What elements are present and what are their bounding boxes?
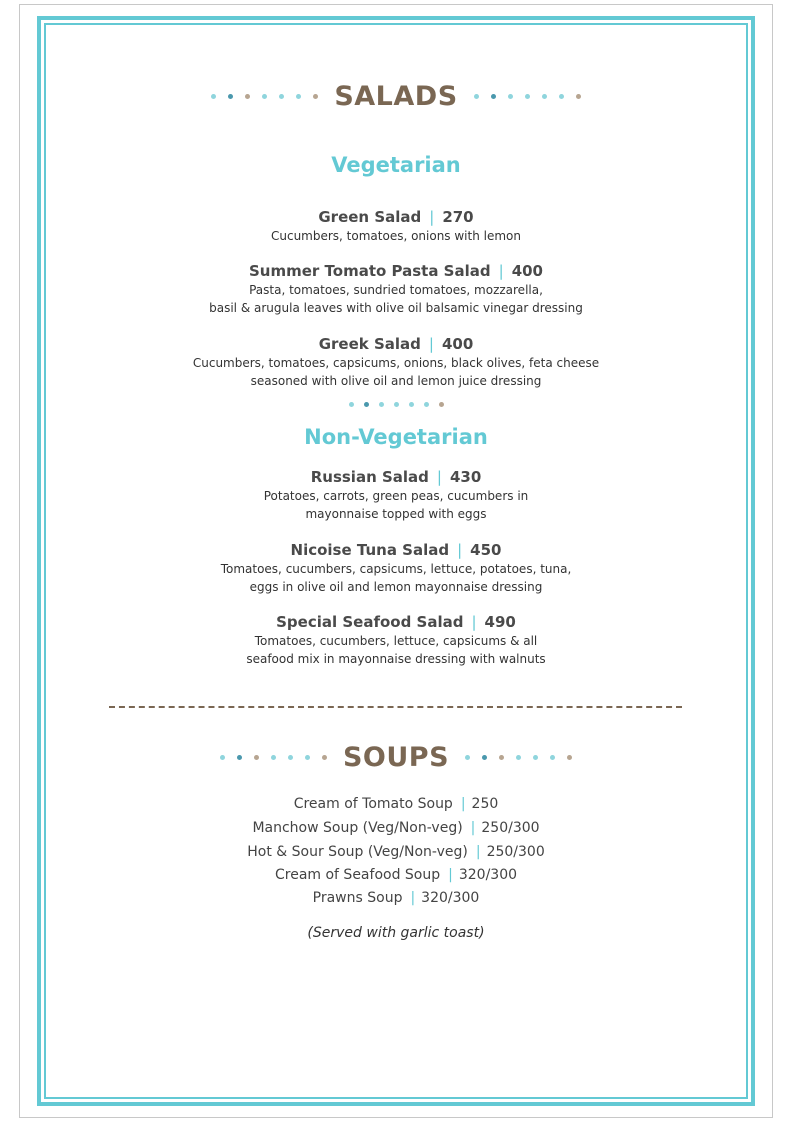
menu-item: Green Salad | 270 Cucumbers, tomatoes, onions with lemon bbox=[44, 207, 748, 245]
menu-item: Russian Salad | 430 Potatoes, carrots, green peas, cucumbers in mayonnaise topped with eggs bbox=[44, 467, 748, 523]
item-name: Green Salad bbox=[318, 208, 422, 226]
item-name: Nicoise Tuna Salad bbox=[290, 541, 450, 559]
soup-name: Cream of Seafood Soup bbox=[274, 867, 441, 883]
item-price: 400 bbox=[511, 262, 543, 280]
soup-item: Cream of Seafood Soup | 320/300 bbox=[274, 867, 518, 883]
item-description: basil & arugula leaves with olive oil balsamic vinegar dressing bbox=[209, 301, 583, 315]
soup-price: 320/300 bbox=[421, 890, 480, 906]
item-description: Tomatoes, cucumbers, lettuce, capsicums & all bbox=[254, 634, 538, 648]
item-price: 400 bbox=[441, 335, 474, 353]
menu-content bbox=[44, 23, 748, 1099]
item-description: Pasta, tomatoes, sundried tomatoes, mozzarella, bbox=[249, 283, 543, 297]
soup-price: 250/300 bbox=[481, 820, 540, 836]
item-description: eggs in olive oil and lemon mayonnaise dressing bbox=[249, 580, 543, 594]
soup-note: (Served with garlic toast) bbox=[307, 925, 485, 941]
soups-title: SOUPS bbox=[342, 742, 450, 773]
item-price: 430 bbox=[449, 468, 482, 486]
salads-heading bbox=[44, 81, 748, 112]
right-dots-decoration bbox=[459, 755, 578, 760]
item-description: Cucumbers, tomatoes, onions with lemon bbox=[270, 229, 521, 243]
dashed-divider bbox=[109, 706, 682, 708]
left-dots-decoration bbox=[214, 755, 333, 760]
soup-item: Cream of Tomato Soup | 250 bbox=[293, 796, 499, 812]
menu-item: Nicoise Tuna Salad | 450 Tomatoes, cucumbers, capsicums, lettuce, potatoes, tuna, eggs in olive oil and lemon mayonnaise dressing bbox=[44, 540, 748, 596]
item-name: Greek Salad bbox=[318, 335, 421, 353]
soup-price: 250 bbox=[471, 796, 499, 812]
item-description: Potatoes, carrots, green peas, cucumbers in bbox=[263, 489, 529, 503]
left-dots-decoration bbox=[205, 94, 324, 99]
menu-item: Summer Tomato Pasta Salad | 400 Pasta, tomatoes, sundried tomatoes, mozzarella, basil & arugula leaves with olive oil balsamic vinegar dressing bbox=[44, 261, 748, 317]
item-price: 450 bbox=[470, 541, 502, 559]
right-dots-decoration bbox=[468, 94, 587, 99]
soup-name: Prawns Soup bbox=[312, 890, 403, 906]
item-description: seasoned with olive oil and lemon juice dressing bbox=[250, 374, 542, 388]
soup-name: Manchow Soup (Veg/Non-veg) bbox=[252, 820, 463, 836]
soup-item: Manchow Soup (Veg/Non-veg) | 250/300 bbox=[252, 820, 540, 836]
menu-item: Greek Salad | 400 Cucumbers, tomatoes, capsicums, onions, black olives, feta cheese seasoned with olive oil and lemon juice dressing bbox=[44, 334, 748, 390]
item-name: Special Seafood Salad bbox=[276, 613, 464, 631]
soup-name: Cream of Tomato Soup bbox=[293, 796, 453, 812]
soup-price: 320/300 bbox=[458, 867, 518, 883]
soup-name: Hot & Sour Soup (Veg/Non-veg) bbox=[247, 844, 468, 860]
item-name: Russian Salad bbox=[310, 468, 429, 486]
soup-item: Hot & Sour Soup (Veg/Non-veg) | 250/300 bbox=[247, 844, 545, 860]
salads-title: SALADS bbox=[334, 81, 458, 112]
item-price: 490 bbox=[484, 613, 516, 631]
soups-heading bbox=[44, 742, 748, 773]
category-vegetarian: Vegetarian bbox=[331, 153, 461, 177]
soup-item: Prawns Soup | 320/300 bbox=[312, 890, 480, 906]
item-description: Cucumbers, tomatoes, capsicums, onions, black olives, feta cheese bbox=[192, 356, 600, 370]
menu-item: Special Seafood Salad | 490 Tomatoes, cucumbers, lettuce, capsicums & all seafood mix in mayonnaise dressing with walnuts bbox=[44, 612, 748, 668]
item-description: mayonnaise topped with eggs bbox=[305, 507, 487, 521]
item-name: Summer Tomato Pasta Salad bbox=[249, 262, 491, 280]
category-non-vegetarian: Non-Vegetarian bbox=[304, 425, 488, 449]
soup-price: 250/300 bbox=[486, 844, 545, 860]
item-description: Tomatoes, cucumbers, capsicums, lettuce, potatoes, tuna, bbox=[220, 562, 572, 576]
dots-separator bbox=[44, 402, 748, 407]
item-description: seafood mix in mayonnaise dressing with walnuts bbox=[246, 652, 546, 666]
item-price: 270 bbox=[442, 208, 474, 226]
